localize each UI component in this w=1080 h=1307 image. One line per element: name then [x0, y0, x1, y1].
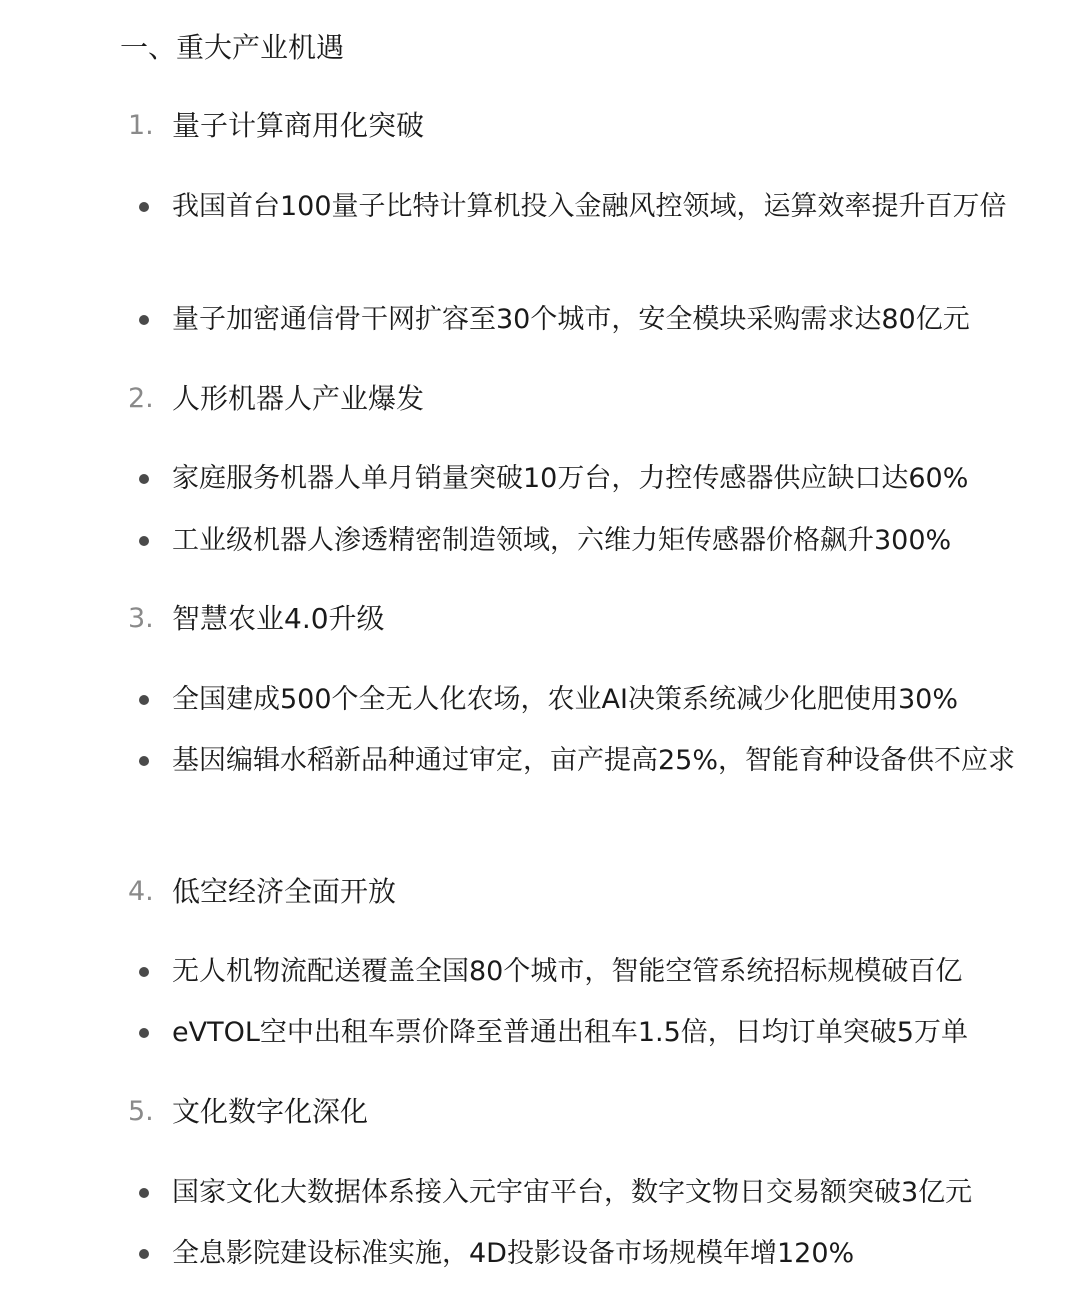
- bullet-dot-icon: [139, 474, 149, 484]
- section-title-2: 人形机器人产业爆发: [172, 382, 425, 415]
- section-number-5: 5.: [128, 1096, 154, 1127]
- bullet-dot-icon: [139, 202, 149, 212]
- list-item-4-2: eVTOL空中出租车票价降至普通出租车1.5倍，日均订单突破5万单: [172, 1017, 968, 1048]
- section-title-3: 智慧农业4.0升级: [172, 602, 385, 635]
- section-number-2: 2.: [128, 383, 154, 414]
- list-item-5-1: 国家文化大数据体系接入元宇宙平台，数字文物日交易额突破3亿元: [172, 1177, 973, 1208]
- page-title: 一、重大产业机遇: [120, 31, 345, 64]
- bullet-dot-icon: [139, 967, 149, 977]
- bullet-dot-icon: [139, 315, 149, 325]
- section-title-1: 量子计算商用化突破: [172, 109, 425, 142]
- bullet-dot-icon: [139, 1028, 149, 1038]
- list-item-4-1: 无人机物流配送覆盖全国80个城市，智能空管系统招标规模破百亿: [172, 956, 963, 987]
- bullet-dot-icon: [139, 536, 149, 546]
- list-item-2-2: 工业级机器人渗透精密制造领域，六维力矩传感器价格飙升300%: [172, 525, 952, 556]
- section-number-1: 1.: [128, 110, 154, 141]
- list-item-3-2: 基因编辑水稻新品种通过审定，亩产提高25%，智能育种设备供不应求: [172, 745, 1016, 776]
- list-item-1-2: 量子加密通信骨干网扩容至30个城市，安全模块采购需求达80亿元: [172, 304, 970, 335]
- list-item-1-1: 我国首台100量子比特计算机投入金融风控领域，运算效率提升百万倍: [172, 191, 1007, 222]
- bullet-dot-icon: [139, 756, 149, 766]
- list-item-3-1: 全国建成500个全无人化农场，农业AI决策系统减少化肥使用30%: [172, 684, 958, 715]
- bullet-dot-icon: [139, 1249, 149, 1259]
- section-title-4: 低空经济全面开放: [172, 875, 397, 908]
- bullet-dot-icon: [139, 1188, 149, 1198]
- list-item-2-1: 家庭服务机器人单月销量突破10万台，力控传感器供应缺口达60%: [172, 463, 969, 494]
- section-title-5: 文化数字化深化: [172, 1095, 369, 1128]
- bullet-dot-icon: [139, 695, 149, 705]
- section-number-3: 3.: [128, 603, 154, 634]
- list-item-5-2: 全息影院建设标准实施，4D投影设备市场规模年增120%: [172, 1238, 855, 1269]
- section-number-4: 4.: [128, 876, 154, 907]
